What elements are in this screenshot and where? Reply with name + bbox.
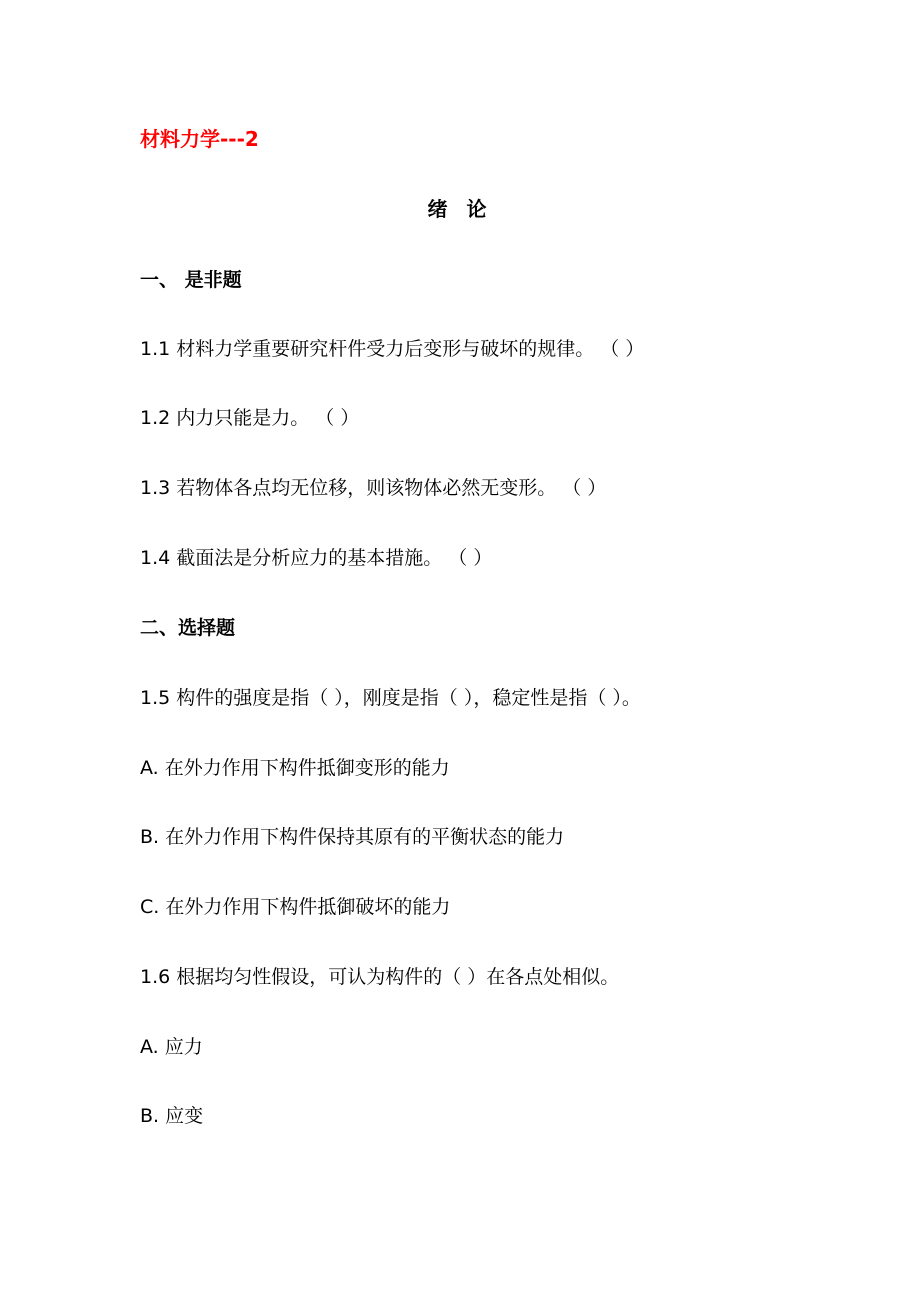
question-1-4: 1.4 截面法是分析应力的基本措施。 （ ） (140, 547, 493, 569)
section-heading-true-false: 一、 是非题 (140, 269, 242, 291)
question-1-2: 1.2 内力只能是力。 （ ） (140, 407, 360, 429)
question-1-3: 1.3 若物体各点均无位移，则该物体必然无变形。 （ ） (140, 477, 607, 499)
document-title: 材料力学---2 (140, 127, 259, 151)
section-heading-multiple-choice: 二、选择题 (140, 617, 236, 639)
question-1-6-option-b: B. 应变 (140, 1105, 204, 1127)
question-1-6: 1.6 根据均匀性假设，可认为构件的（ ）在各点处相似。 (140, 966, 620, 988)
question-1-5-option-c: C. 在外力作用下构件抵御破坏的能力 (140, 896, 451, 918)
chapter-title: 绪 论 (427, 197, 493, 221)
question-1-6-option-a: A. 应力 (140, 1036, 203, 1058)
question-1-5-option-b: B. 在外力作用下构件保持其原有的平衡状态的能力 (140, 826, 565, 848)
question-1-5-option-a: A. 在外力作用下构件抵御变形的能力 (140, 757, 450, 779)
question-1-1: 1.1 材料力学重要研究杆件受力后变形与破坏的规律。 （ ） (140, 338, 645, 360)
question-1-5: 1.5 构件的强度是指（ ），刚度是指（ ），稳定性是指（ ）。 (140, 687, 641, 709)
